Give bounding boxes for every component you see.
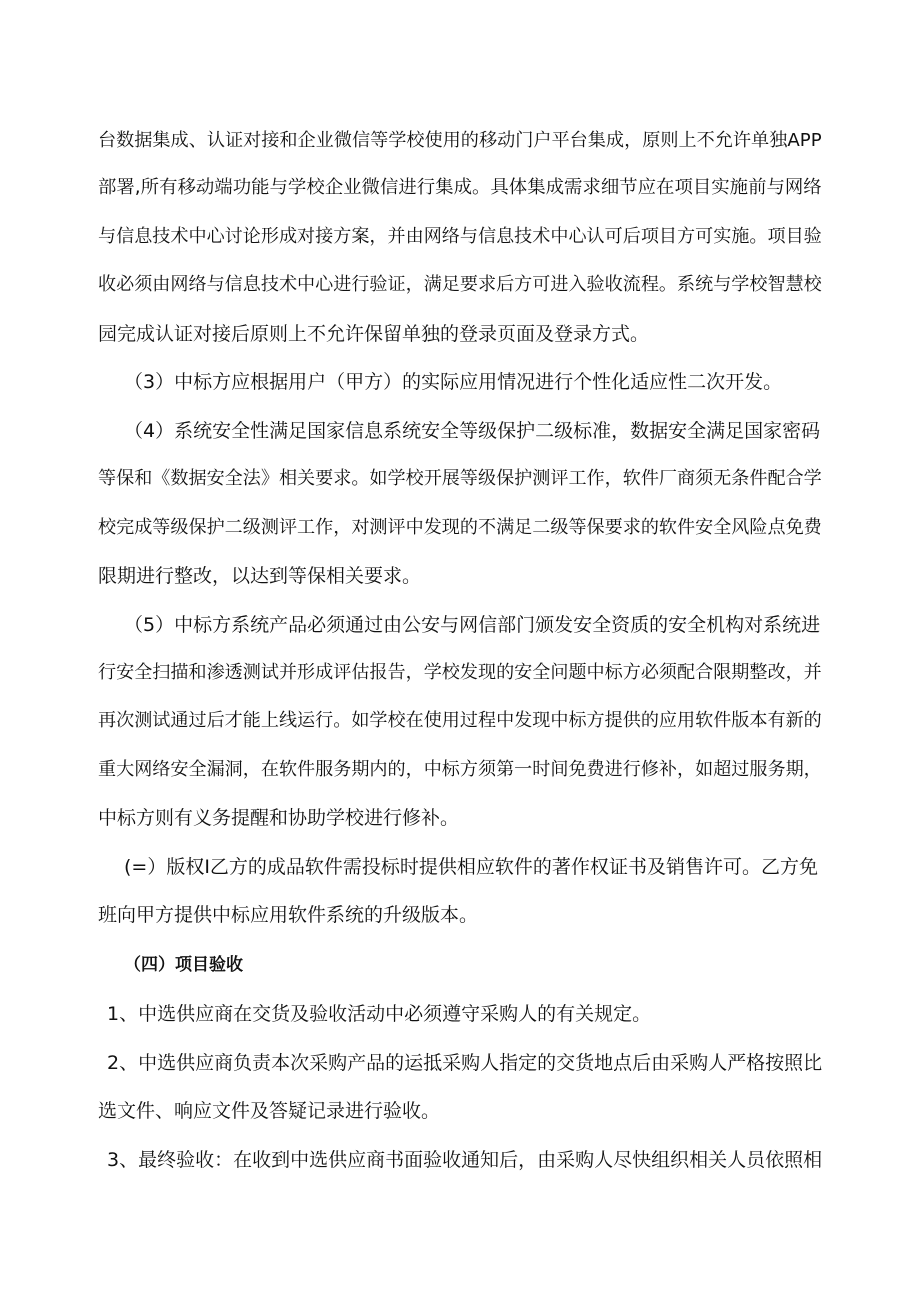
- paragraph-line: 选文件、响应文件及答疑记录进行验收。: [98, 1100, 441, 1122]
- paragraph-line: 重大网络安全漏洞，在软件服务期内的，中标方须第一时间免费进行修补，如超过服务期，: [98, 759, 822, 780]
- paragraph-line: 台数据集成、认证对接和企业微信等学校使用的移动门户平台集成，原则上不允许单独APP: [98, 130, 822, 151]
- paragraph-line: 园完成认证对接后原则上不允许保留单独的登录页面及登录方式。: [98, 323, 650, 345]
- paragraph-line: 班向甲方提供中标应用软件系统的升级版本。: [98, 904, 479, 926]
- paragraph-line: 行安全扫描和渗透测试并形成评估报告，学校发现的安全问题中标方必须配合限期整改，并: [98, 662, 822, 683]
- paragraph-line: 校完成等级保护二级测评工作，对测评中发现的不满足二级等保要求的软件安全风险点免费: [98, 517, 822, 538]
- paragraph-line: （5）中标方系统产品必须通过由公安与网信部门颁发安全资质的安全机构对系统进: [124, 614, 821, 636]
- paragraph-line: 2、中选供应商负责本次采购产品的运抵采购人指定的交货地点后由采购人严格按照比: [107, 1052, 823, 1074]
- paragraph-line: 再次测试通过后才能上线运行。如学校在使用过程中发现中标方提供的应用软件版本有新的: [98, 710, 822, 731]
- paragraph-line: （3）中标方应根据用户（甲方）的实际应用情况进行个性化适应性二次开发。: [124, 371, 783, 393]
- paragraph-line: 限期进行整改，以达到等保相关要求。: [98, 565, 422, 587]
- paragraph-line: 3、最终验收：在收到中选供应商书面验收通知后，由采购人尽快组织相关人员依照相: [107, 1149, 823, 1171]
- paragraph-line: 收必须由网络与信息技术中心进行验证，满足要求后方可进入验收流程。系统与学校智慧校: [98, 274, 822, 295]
- paragraph-line: 1、中选供应商在交货及验收活动中必须遵守采购人的有关规定。: [107, 1003, 652, 1025]
- paragraph-line: 部署,所有移动端功能与学校企业微信进行集成。具体集成需求细节应在项目实施前与网络: [98, 177, 822, 198]
- paragraph-line: 与信息技术中心讨论形成对接方案，并由网络与信息技术中心认可后项目方可实施。项目验: [98, 226, 822, 247]
- section-heading: （四）项目验收: [124, 955, 243, 975]
- paragraph-line: （4）系统安全性满足国家信息系统安全等级保护二级标准，数据安全满足国家密码: [124, 420, 821, 442]
- paragraph-line: 中标方则有义务提醒和协助学校进行修补。: [98, 807, 460, 829]
- paragraph-line: 等保和《数据安全法》相关要求。如学校开展等级保护测评工作，软件厂商须无条件配合学: [98, 468, 822, 489]
- paragraph-line: (=）版权I乙方的成品软件需投标时提供相应软件的著作权证书及销售许可。乙方免: [124, 856, 818, 878]
